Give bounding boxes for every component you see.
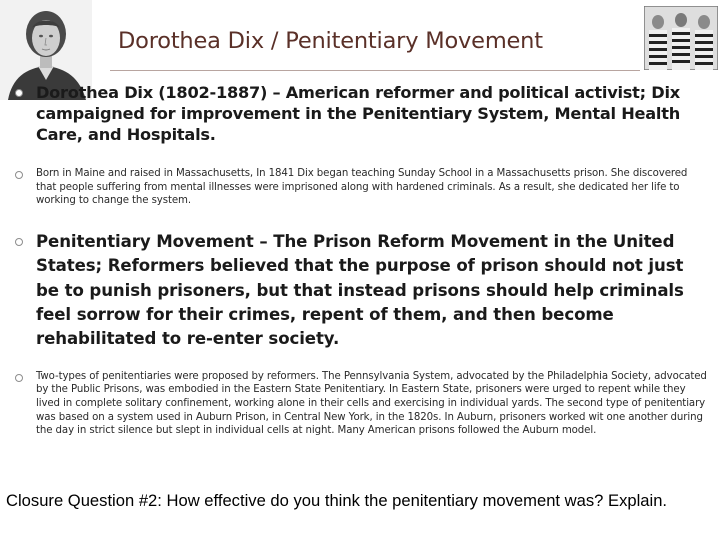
- bullet-dix-intro: [14, 82, 710, 145]
- title-divider: [110, 70, 640, 71]
- bullet-text: Penitentiary Movement – The Prison Reform Movement in the United States; Reformers believed that the purpose of prison should not just be to punish prisoners, but that instead prisons should help criminals feel sorrow for their crimes, repent of them, and then become rehabilitated to re-enter society.: [36, 232, 684, 349]
- bullet-dix-biography: [14, 167, 710, 208]
- bullet-list: [14, 82, 710, 438]
- bullet-circle-icon: [15, 89, 23, 97]
- slide-title: Dorothea Dix / Penitentiary Movement: [118, 28, 543, 54]
- prisoners-photo: [644, 6, 718, 70]
- bullet-text: Two-types of penitentiaries were proposed by reformers. The Pennsylvania System, advocated by the Philadelphia Society, advocated by the Public Prisons, was embodied in the Eastern State Penitentiary. In Eastern State, prisoners were urged to repent while they lived in complete solitary confinement, working alone in their cells and exercising in individual yards. The second type of penitentiary was based on a system used in Auburn Prison, in Central New York, in the 1820s. In Auburn, prisoners worked wit one another during the day in strict silence but slept in individual cells at night. Many American prisons followed the Auburn model.: [36, 370, 707, 437]
- bullet-circle-icon: [15, 171, 23, 179]
- bullet-text: Born in Maine and raised in Massachusetts, In 1841 Dix began teaching Sunday School in a Massachusetts prison. She discovered that people suffering from mental illnesses were imprisoned along with hardened criminals. As a result, she dedicated her life to working to change the system.: [36, 168, 688, 207]
- bullet-penitentiary-types: [14, 370, 710, 439]
- bullet-circle-icon: [15, 238, 23, 246]
- bullet-text: Dorothea Dix (1802-1887) – American reformer and political activist; Dix campaigned for improvement in the Penitentiary System, Mental Health Care, and Hospitals.: [36, 83, 680, 144]
- closure-question: Closure Question #2: How effective do you think the penitentiary movement was? Explain.: [6, 491, 668, 510]
- bullet-circle-icon: [15, 374, 23, 382]
- bullet-penitentiary-movement: [14, 230, 710, 351]
